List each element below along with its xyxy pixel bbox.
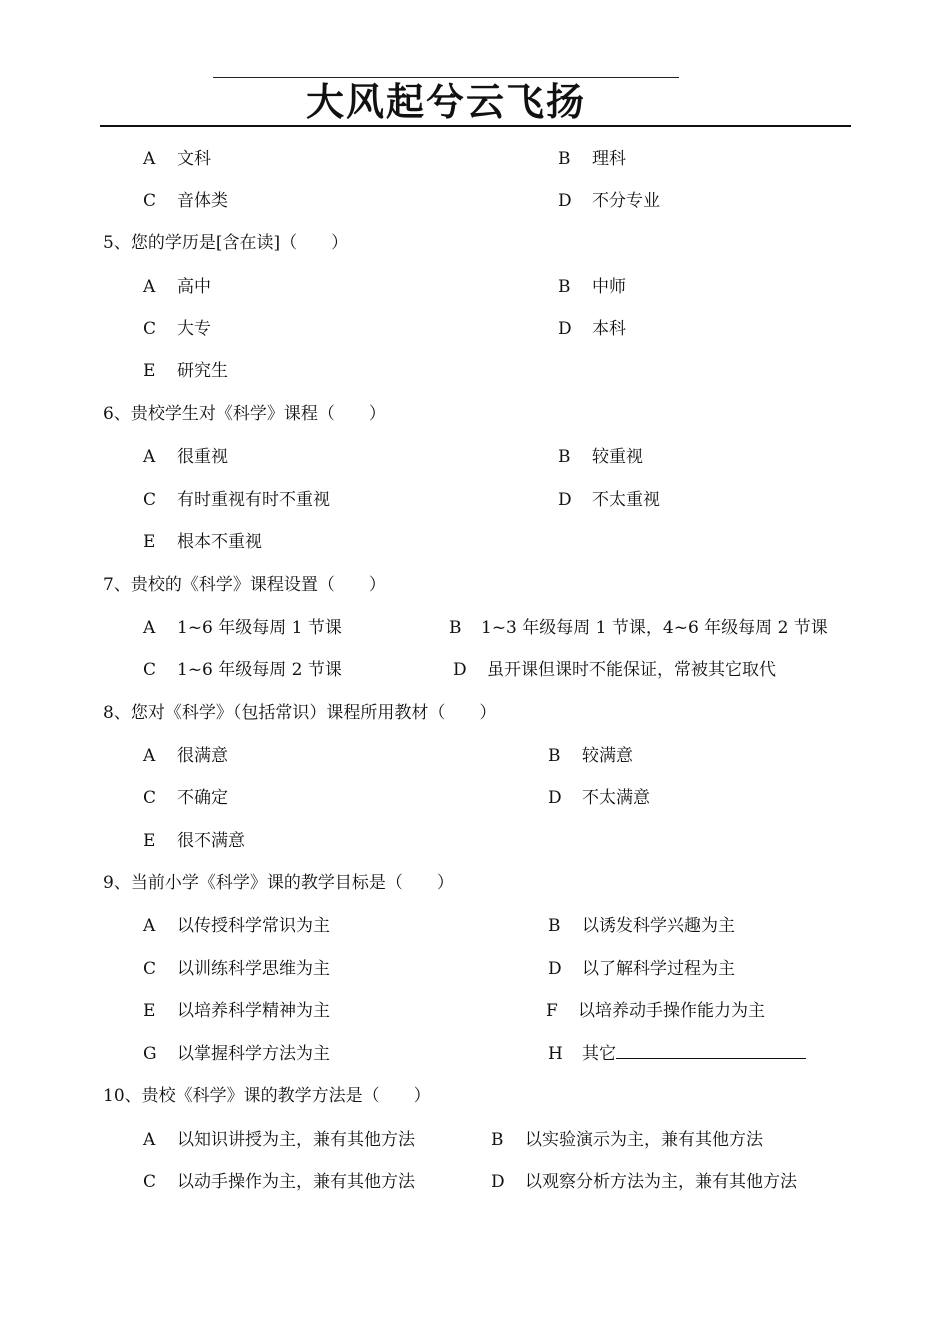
option-text: 以传授科学常识为主 <box>177 916 330 936</box>
option-text: 中师 <box>592 277 626 297</box>
q8-option-d[interactable] <box>548 783 650 808</box>
option-text: 以知识讲授为主，兼有其他方法 <box>177 1130 415 1150</box>
option-text: 本科 <box>592 319 626 339</box>
question-5: 5、您的学历是[含在读]（ ） <box>103 233 349 253</box>
option-text: 根本不重视 <box>177 532 262 552</box>
q9-option-e[interactable] <box>143 996 330 1021</box>
top-rule <box>213 77 679 78</box>
option-letter: E <box>143 831 156 851</box>
question-10: 10、贵校《科学》课的教学方法是（ ） <box>103 1086 431 1106</box>
q7-option-d[interactable] <box>453 655 776 680</box>
q5-option-b[interactable] <box>558 272 626 297</box>
q4-option-a[interactable] <box>143 144 211 169</box>
option-text: 不分专业 <box>592 191 660 211</box>
option-letter: D <box>548 788 562 808</box>
q4-option-d[interactable] <box>558 186 660 211</box>
option-letter: E <box>143 361 156 381</box>
question-6: 6、贵校学生对《科学》课程（ ） <box>103 404 386 424</box>
q8-option-a[interactable] <box>143 741 228 766</box>
option-letter: H <box>548 1044 563 1064</box>
fill-in-blank[interactable] <box>616 1044 806 1059</box>
option-letter: A <box>143 1130 156 1150</box>
option-text: 以观察分析方法为主，兼有其他方法 <box>525 1172 797 1192</box>
option-letter: C <box>143 660 157 680</box>
q6-option-a[interactable] <box>143 442 228 467</box>
option-text: 很不满意 <box>177 831 245 851</box>
option-letter: D <box>548 959 562 979</box>
q10-option-d[interactable] <box>491 1167 797 1192</box>
option-letter: A <box>143 916 156 936</box>
option-letter: A <box>143 746 156 766</box>
q6-option-d[interactable] <box>558 485 660 510</box>
option-text: 以诱发科学兴趣为主 <box>582 916 735 936</box>
q9-option-a[interactable] <box>143 911 330 936</box>
q10-option-a[interactable] <box>143 1125 415 1150</box>
q6-option-b[interactable] <box>558 442 643 467</box>
option-letter: B <box>558 277 571 297</box>
q9-option-h[interactable] <box>548 1039 806 1064</box>
option-letter: E <box>143 1001 156 1021</box>
option-text: 1~6 年级每周 2 节课 <box>177 660 342 680</box>
q4-option-c[interactable] <box>143 186 228 211</box>
option-letter: C <box>143 191 157 211</box>
option-letter: E <box>143 532 156 552</box>
q9-option-g[interactable] <box>143 1039 330 1064</box>
option-letter: B <box>558 447 571 467</box>
q4-option-b[interactable] <box>558 144 626 169</box>
option-text: 很重视 <box>177 447 228 467</box>
option-text: 1~6 年级每周 1 节课 <box>177 618 342 638</box>
q8-option-b[interactable] <box>548 741 633 766</box>
q5-option-c[interactable] <box>143 314 211 339</box>
option-letter: D <box>491 1172 505 1192</box>
q6-option-e[interactable] <box>143 527 262 552</box>
option-text: 以掌握科学方法为主 <box>177 1044 330 1064</box>
option-letter: C <box>143 1172 157 1192</box>
q5-option-e[interactable] <box>143 356 228 381</box>
option-text: 理科 <box>592 149 626 169</box>
option-text: 较重视 <box>592 447 643 467</box>
option-letter: A <box>143 447 156 467</box>
q6-option-c[interactable] <box>143 485 330 510</box>
q9-option-d[interactable] <box>548 954 735 979</box>
option-text: 较满意 <box>582 746 633 766</box>
q7-option-c[interactable] <box>143 655 342 680</box>
option-letter: C <box>143 319 157 339</box>
q5-option-d[interactable] <box>558 314 626 339</box>
q8-option-e[interactable] <box>143 826 245 851</box>
option-letter: C <box>143 959 157 979</box>
option-text: 以训练科学思维为主 <box>177 959 330 979</box>
option-letter: D <box>453 660 467 680</box>
option-letter: B <box>449 618 462 638</box>
option-text: 虽开课但课时不能保证，常被其它取代 <box>487 660 776 680</box>
q5-option-a[interactable] <box>143 272 211 297</box>
option-letter: D <box>558 319 572 339</box>
option-text: 以了解科学过程为主 <box>582 959 735 979</box>
question-9: 9、当前小学《科学》课的教学目标是（ ） <box>103 873 454 893</box>
option-text: 1~3 年级每周 1 节课，4~6 年级每周 2 节课 <box>481 618 828 638</box>
option-letter: C <box>143 788 157 808</box>
q10-option-b[interactable] <box>491 1125 763 1150</box>
option-letter: B <box>558 149 571 169</box>
q7-option-b[interactable] <box>449 613 828 638</box>
option-letter: C <box>143 490 157 510</box>
question-7: 7、贵校的《科学》课程设置（ ） <box>103 575 386 595</box>
header-rule <box>100 125 851 127</box>
option-text: 不太满意 <box>582 788 650 808</box>
q9-option-f[interactable] <box>546 996 765 1021</box>
option-letter: A <box>143 149 156 169</box>
option-letter: B <box>491 1130 504 1150</box>
option-letter: A <box>143 618 156 638</box>
q9-option-c[interactable] <box>143 954 330 979</box>
q9-option-b[interactable] <box>548 911 735 936</box>
option-letter: D <box>558 191 572 211</box>
option-text: 很满意 <box>177 746 228 766</box>
option-text: 以培养动手操作能力为主 <box>578 1001 765 1021</box>
option-text: 以实验演示为主，兼有其他方法 <box>525 1130 763 1150</box>
option-text: 大专 <box>177 319 211 339</box>
q8-option-c[interactable] <box>143 783 228 808</box>
header-banner: 大风起兮云飞扬 <box>305 79 586 124</box>
option-text: 音体类 <box>177 191 228 211</box>
q10-option-c[interactable] <box>143 1167 415 1192</box>
option-text: 以动手操作为主，兼有其他方法 <box>177 1172 415 1192</box>
option-letter: A <box>143 277 156 297</box>
option-letter: B <box>548 746 561 766</box>
option-text: 高中 <box>177 277 211 297</box>
option-text: 以培养科学精神为主 <box>177 1001 330 1021</box>
q7-option-a[interactable] <box>143 613 342 638</box>
option-text: 不确定 <box>177 788 228 808</box>
option-text: 有时重视有时不重视 <box>177 490 330 510</box>
option-text: 不太重视 <box>592 490 660 510</box>
option-text: 研究生 <box>177 361 228 381</box>
option-text: 文科 <box>177 149 211 169</box>
question-8: 8、您对《科学》（包括常识）课程所用教材（ ） <box>103 703 497 723</box>
option-letter: G <box>143 1044 157 1064</box>
option-letter: F <box>546 1001 558 1021</box>
option-letter: D <box>558 490 572 510</box>
option-text: 其它 <box>582 1044 616 1064</box>
option-letter: B <box>548 916 561 936</box>
